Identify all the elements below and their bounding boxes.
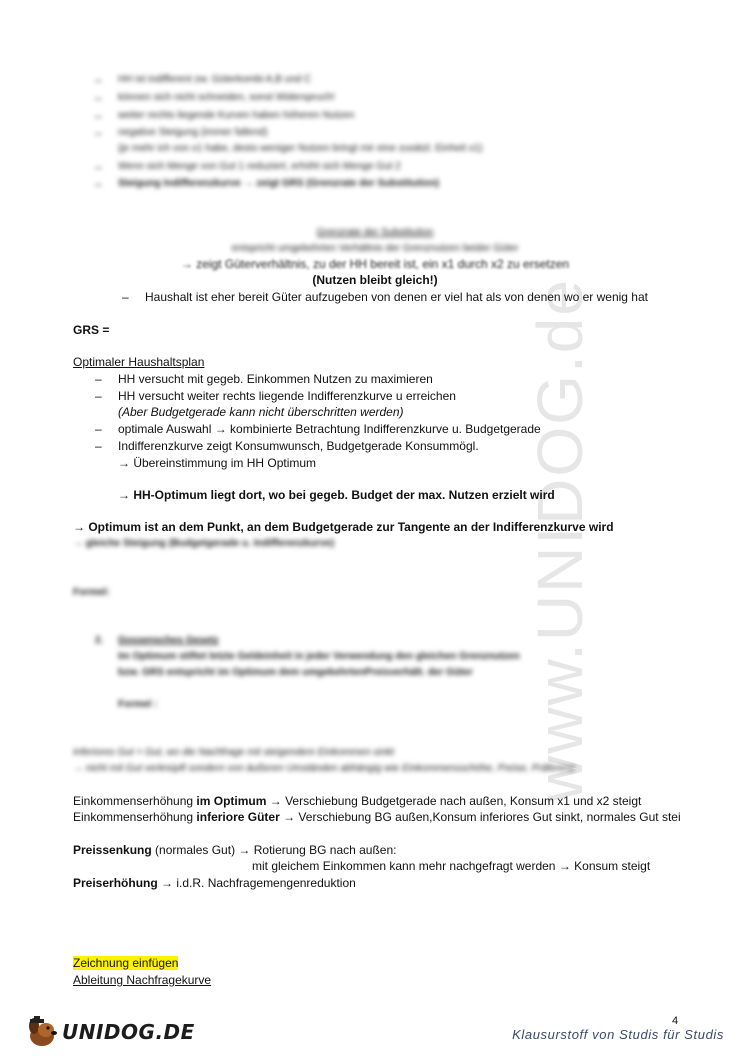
preissenkung-line <box>73 842 396 858</box>
blurred-formel-2: Formel : <box>118 699 158 710</box>
page-number: 4 <box>672 1015 679 1027</box>
text-bold: inferiore Güter <box>196 810 280 824</box>
logo-wordmark: UNIDOG.DE <box>62 1020 195 1044</box>
dash: – <box>95 160 102 174</box>
text-bold: Preissenkung <box>73 843 152 857</box>
dash: – <box>95 372 102 386</box>
list-item: Steigung Indifferenzkurve → zeigt GRS (Grenzrate der Substitution) <box>118 178 440 189</box>
blurred-gossen-title: Gossensches Gesetz <box>118 635 219 646</box>
preissenkung-detail: mit gleichem Einkommen kann mehr nachgefragt werden → Konsum steigt <box>252 859 651 873</box>
grs-text-1: entspricht umgekehrten Verhältnis der Grenznutzen beider Güter <box>231 243 519 254</box>
dash: – <box>95 422 102 436</box>
list-item: optimale Auswahl → kombinierte Betrachtung Indifferenzkurve u. Budgetgerade <box>118 422 541 436</box>
list-item: Wenn sich Menge von Gut 1 reduziert, erhöht sich Menge Gut 2 <box>118 161 401 172</box>
blurred-gossen-number: 2. <box>95 635 104 646</box>
dash: – <box>122 290 129 304</box>
section-heading-haushaltsplan: Optimaler Haushaltsplan <box>73 355 205 369</box>
ableitung-heading: Ableitung Nachfragekurve <box>73 973 212 987</box>
preiserhoehung-line <box>73 875 356 891</box>
list-item: → Übereinstimmung im HH Optimum <box>118 456 317 470</box>
unidog-logo <box>24 1014 195 1050</box>
dash: – <box>95 439 102 453</box>
dash: – <box>95 177 102 191</box>
list-item: (je mehr ich von x1 habe, desto weniger Nutzen bringt mir eine zusätzl. Einheit x1) <box>118 143 483 154</box>
text-segment: → Verschiebung BG außen,Konsum inferiores Gut sinkt, normales Gut stei <box>279 810 681 824</box>
highlighted-text: Zeichnung einfügen <box>73 956 179 970</box>
blurred-inferior-line: → nicht mit Gut verknüpft sondern von äußeren Umständen abhängig wie Einkommensschöhe, Preise, Präferenz <box>73 763 575 774</box>
list-item: weiter rechts liegende Kurven haben höheren Nutzen <box>118 110 355 121</box>
nutzen-note: (Nutzen bleibt gleich!) <box>312 273 438 287</box>
text-segment: → i.d.R. Nachfragemengenreduktion <box>157 876 356 890</box>
text-bold: im Optimum <box>196 794 267 808</box>
dog-icon <box>24 1014 60 1050</box>
grs-equation-label: GRS = <box>73 323 110 337</box>
text-segment: (normales Gut) → Rotierung BG nach außen: <box>151 843 397 857</box>
zeichnung-note <box>73 955 178 971</box>
hh-optimum-statement: → HH-Optimum liegt dort, wo bei gegeb. Budget der max. Nutzen erzielt wird <box>118 488 555 502</box>
haushalt-line: Haushalt ist eher bereit Güter aufzugeben von denen er viel hat als von denen wo er wenig hat <box>145 290 648 304</box>
dash: – <box>95 91 102 105</box>
list-item: können sich nicht schneiden, sonst Widerspruch! <box>118 92 335 103</box>
blurred-formel: Formel: <box>73 587 110 598</box>
list-item: HH ist indifferent zw. Güterkombi A,B und C <box>118 74 312 85</box>
grs-text-2: → zeigt Güterverhältnis, zu der HH bereit ist, ein x1 durch x2 zu ersetzen <box>180 257 570 271</box>
list-item-note: (Aber Budgetgerade kann nicht überschritten werden) <box>118 405 404 419</box>
blurred-inferior-line: Inferiores Gut = Gut, wo die Nachfrage mit steigendem Einkommen sinkt <box>73 747 394 758</box>
blurred-gossen-line: Im Optimum stiftet letzte Geldeinheit in jeder Verwendung den gleichen Grenznutzen <box>118 651 520 662</box>
text-bold: Preiserhöhung <box>73 876 158 890</box>
text-segment: Einkommenserhöhung <box>73 794 197 808</box>
list-item: negative Steigung (immer fallend) <box>118 127 268 138</box>
einkommen-optimum-line <box>73 793 641 809</box>
einkommen-inferior-line <box>73 809 681 825</box>
watermark: www.UNIDOG.de <box>524 278 596 802</box>
text-segment: → Verschiebung Budgetgerade nach außen, Konsum x1 und x2 steigt <box>266 794 642 808</box>
dash: – <box>95 109 102 123</box>
text-segment: Einkommenserhöhung <box>73 810 197 824</box>
grs-heading: Grenzrate der Substitution <box>316 227 434 238</box>
blurred-steigung: → gleiche Steigung (Budgetgerade u. Indifferenzkurve) <box>73 538 335 549</box>
blurred-gossen-line: bzw. GRS entspricht im Optimum dem umgekehrtenPreisverhält. der Güter <box>118 667 473 678</box>
list-item: HH versucht weiter rechts liegende Indifferenzkurve u erreichen <box>118 389 456 403</box>
optimum-statement: → Optimum ist an dem Punkt, an dem Budgetgerade zur Tangente an der Indifferenzkurve wird <box>73 520 614 534</box>
footer-tagline: Klausurstoff von Studis für Studis <box>512 1027 724 1042</box>
dash: – <box>95 126 102 140</box>
dash: – <box>95 389 102 403</box>
list-item: Indifferenzkurve zeigt Konsumwunsch, Budgetgerade Konsummögl. <box>118 439 479 453</box>
dash: – <box>95 73 102 87</box>
list-item: HH versucht mit gegeb. Einkommen Nutzen zu maximieren <box>118 372 433 386</box>
